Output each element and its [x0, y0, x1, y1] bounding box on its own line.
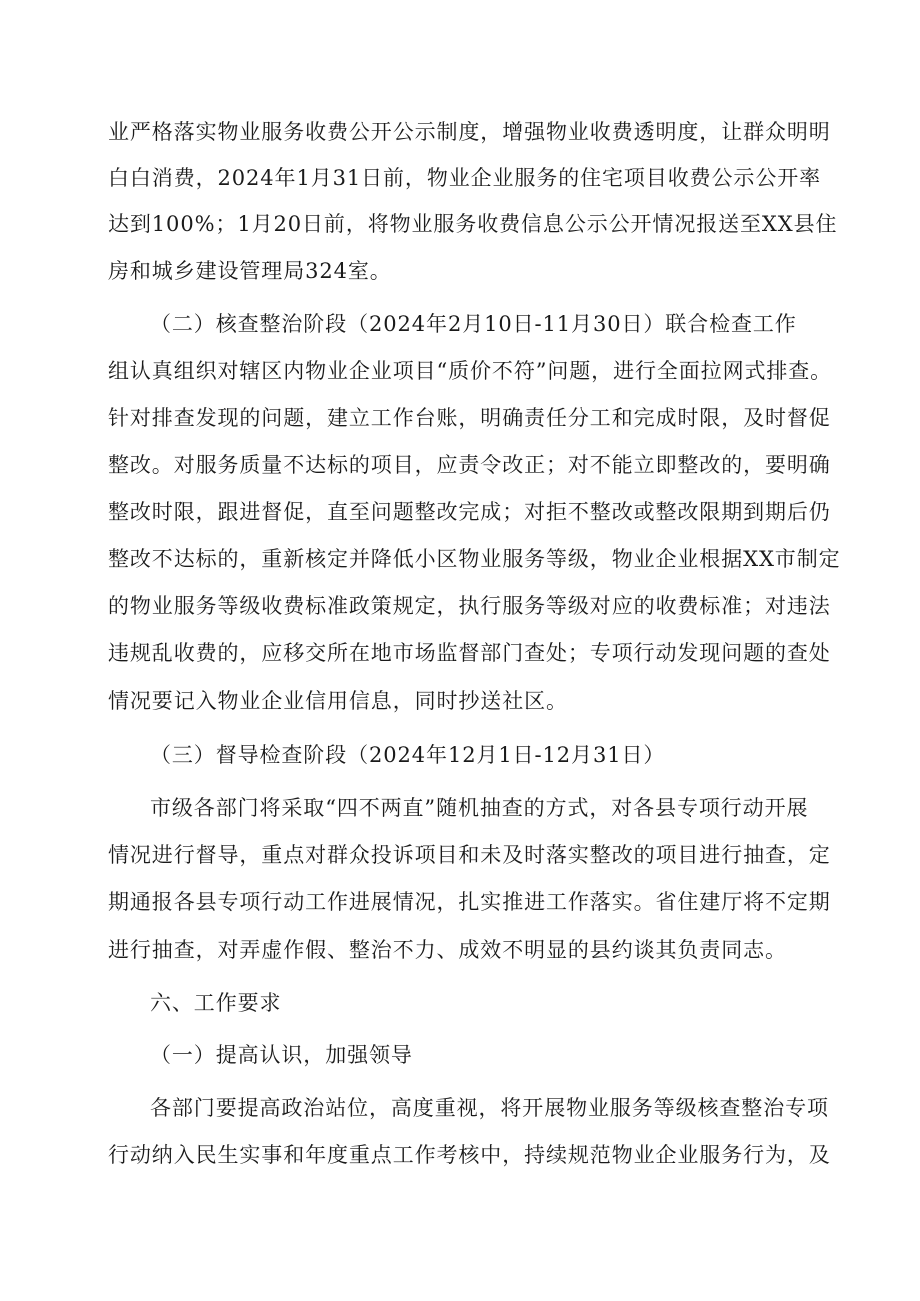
- text-line: 各部门要提高政治站位，高度重视，将开展物业服务等级核查整治专项: [150, 1096, 829, 1120]
- text-line: 市级各部门将采取“四不两直”随机抽查的方式，对各县专项行动开展: [150, 796, 809, 820]
- text-line: 整改时限，跟进督促，直至问题整改完成；对拒不整改或整改限期到期后仍: [108, 500, 831, 524]
- text-line: 达到100%；1月20日前，将物业服务收费信息公示公开情况报送至XX县住: [108, 212, 838, 236]
- section-heading: （二）核查整治阶段（2024年2月10日-11月30日）联合检查工作: [150, 312, 797, 336]
- text-line: 情况进行督导，重点对群众投诉项目和未及时落实整改的项目进行抽查，定: [108, 843, 831, 867]
- text-line: 进行抽查，对弄虚作假、整治不力、成效不明显的县约谈其负责同志。: [108, 938, 787, 962]
- text-line: 组认真组织对辖区内物业企业项目“质价不符”问题，进行全面拉网式排查。: [108, 359, 833, 383]
- section-heading: （三）督导检查阶段（2024年12月1日-12月31日）: [150, 743, 666, 767]
- text-line: 行动纳入民生实事和年度重点工作考核中，持续规范物业企业服务行为，及: [108, 1143, 831, 1167]
- section-heading: 六、工作要求: [150, 991, 282, 1015]
- text-line: 针对排查发现的问题，建立工作台账，明确责任分工和完成时限，及时督促: [108, 406, 831, 430]
- text-line: 白白消费，2024年1月31日前，物业企业服务的住宅项目收费公示公开率: [108, 166, 822, 190]
- text-line: 期通报各县专项行动工作进展情况，扎实推进工作落实。省住建厅将不定期: [108, 890, 831, 914]
- text-line: 整改。对服务质量不达标的项目，应责令改正；对不能立即整改的，要明确: [108, 453, 831, 477]
- text-line: 业严格落实物业服务收费公开公示制度，增强物业收费透明度，让群众明明: [108, 120, 831, 144]
- text-line: 违规乱收费的，应移交所在地市场监督部门查处；专项行动发现问题的查处: [108, 641, 831, 665]
- text-line: 情况要记入物业企业信用信息，同时抄送社区。: [108, 689, 568, 713]
- subsection-heading: （一）提高认识，加强领导: [150, 1043, 413, 1067]
- text-line: 整改不达标的，重新核定并降低小区物业服务等级，物业企业根据XX市制定: [108, 547, 841, 571]
- text-line: 房和城乡建设管理局324室。: [108, 259, 392, 283]
- text-line: 的物业服务等级收费标准政策规定，执行服务等级对应的收费标准；对违法: [108, 594, 831, 618]
